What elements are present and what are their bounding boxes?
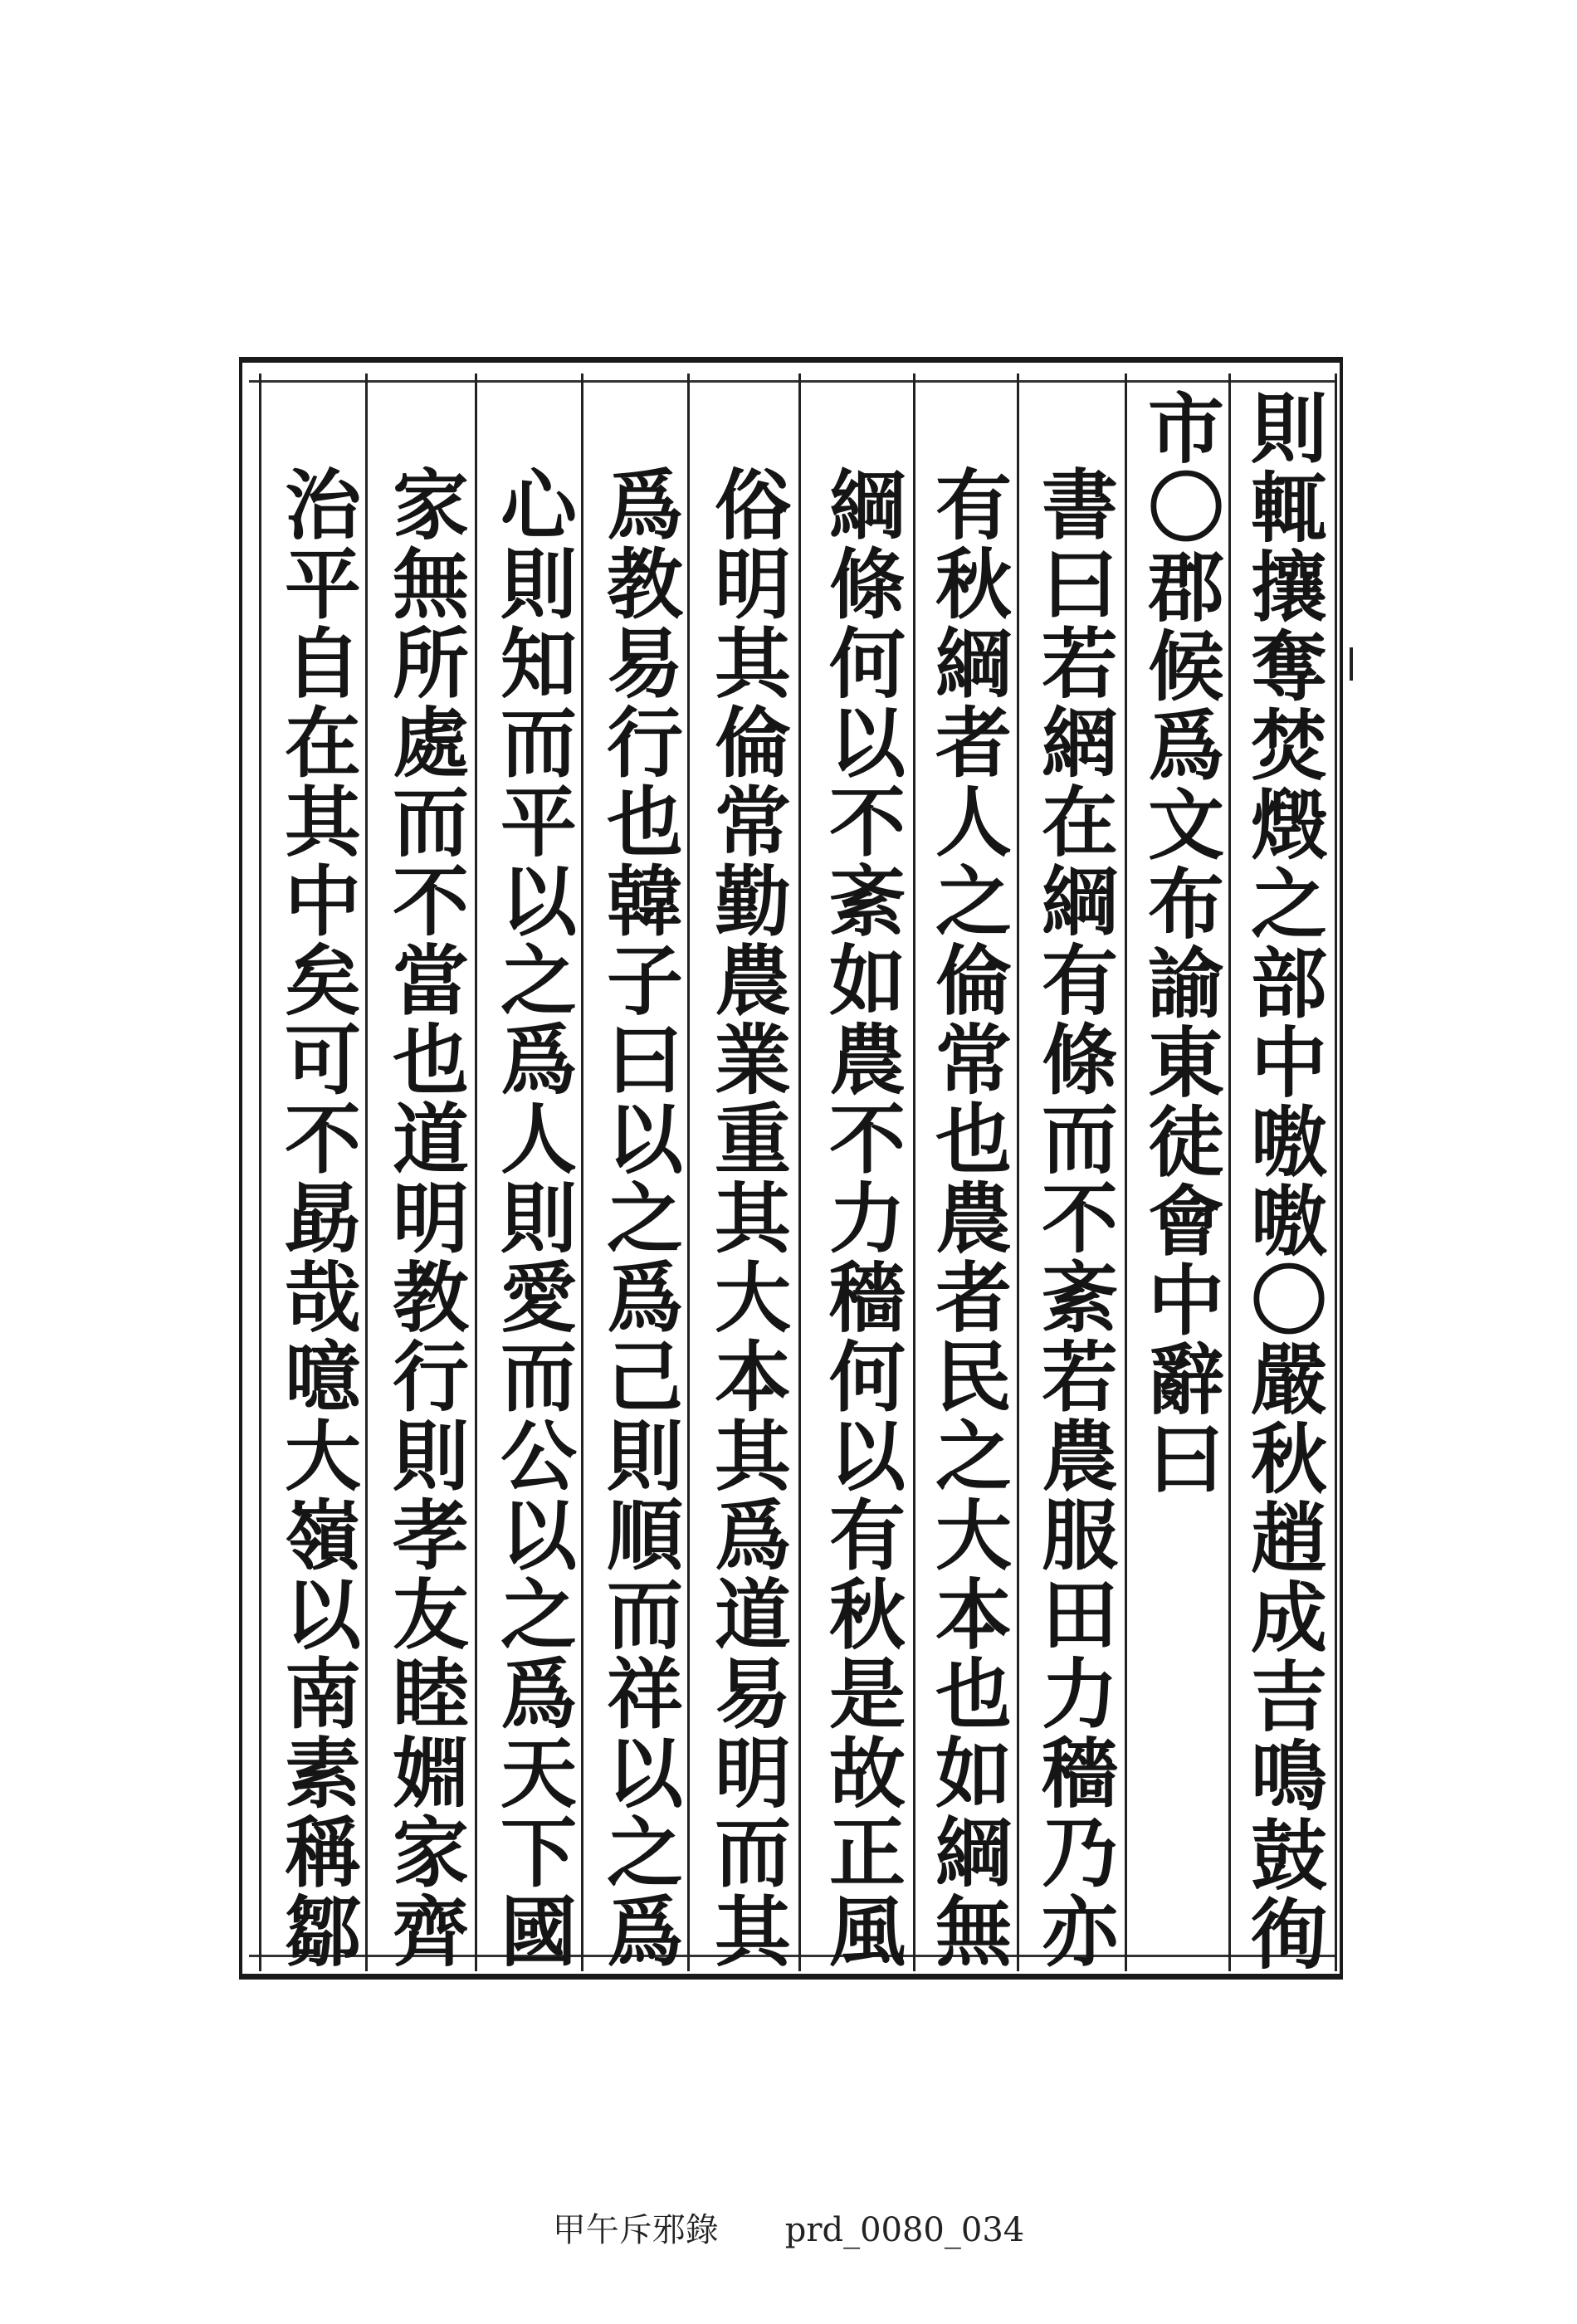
column-rule <box>798 374 801 1971</box>
frame-inner-top-line <box>249 380 1336 383</box>
text-column-9: 家無所處而不當也道明教行則孝友睦婣家齊 <box>380 465 470 1971</box>
column-rule <box>687 374 690 1971</box>
column-rule <box>1017 374 1019 1971</box>
column-rule <box>581 374 583 1971</box>
footer-title: 甲午斥邪錄 <box>552 2211 719 2249</box>
column-rule <box>913 374 915 1971</box>
footer-code: prd_0080_034 <box>784 2211 1025 2249</box>
text-column-2: 市〇郡候爲文布諭東徒會中辭曰 <box>1135 388 1225 1498</box>
text-column-5: 綱條何以不紊如農不力穡何以有秋是故正風 <box>817 465 906 1971</box>
text-column-3: 書曰若網在綱有條而不紊若農服田力穡乃亦 <box>1029 465 1119 1971</box>
text-column-10: 治平自在其中矣可不勗哉噫大嶺以南素稱鄒 <box>272 465 362 1971</box>
column-rule <box>1228 374 1231 1971</box>
column-rule <box>475 374 477 1971</box>
margin-mark <box>1350 647 1365 681</box>
text-column-1: 則輒攘奪焚燬之部中嗷嗷〇嚴秋趙成吉鳴鼓徇 <box>1238 388 1328 1974</box>
column-rule <box>1125 374 1127 1971</box>
column-rule <box>365 374 368 1971</box>
page-footer <box>0 2204 1577 2251</box>
text-column-4: 有秋綱者人之倫常也農者民之大本也如綱無 <box>923 465 1013 1971</box>
text-column-8: 心則知而平以之爲人則愛而公以之爲天下國 <box>488 465 578 1971</box>
text-column-7: 爲教易行也韓子曰以之爲己則順而祥以之爲 <box>594 465 684 1971</box>
column-rule <box>259 374 261 1971</box>
text-column-6: 俗明其倫常勤農業重其大本其爲道易明而其 <box>702 465 792 1971</box>
column-rule <box>1335 374 1337 1971</box>
